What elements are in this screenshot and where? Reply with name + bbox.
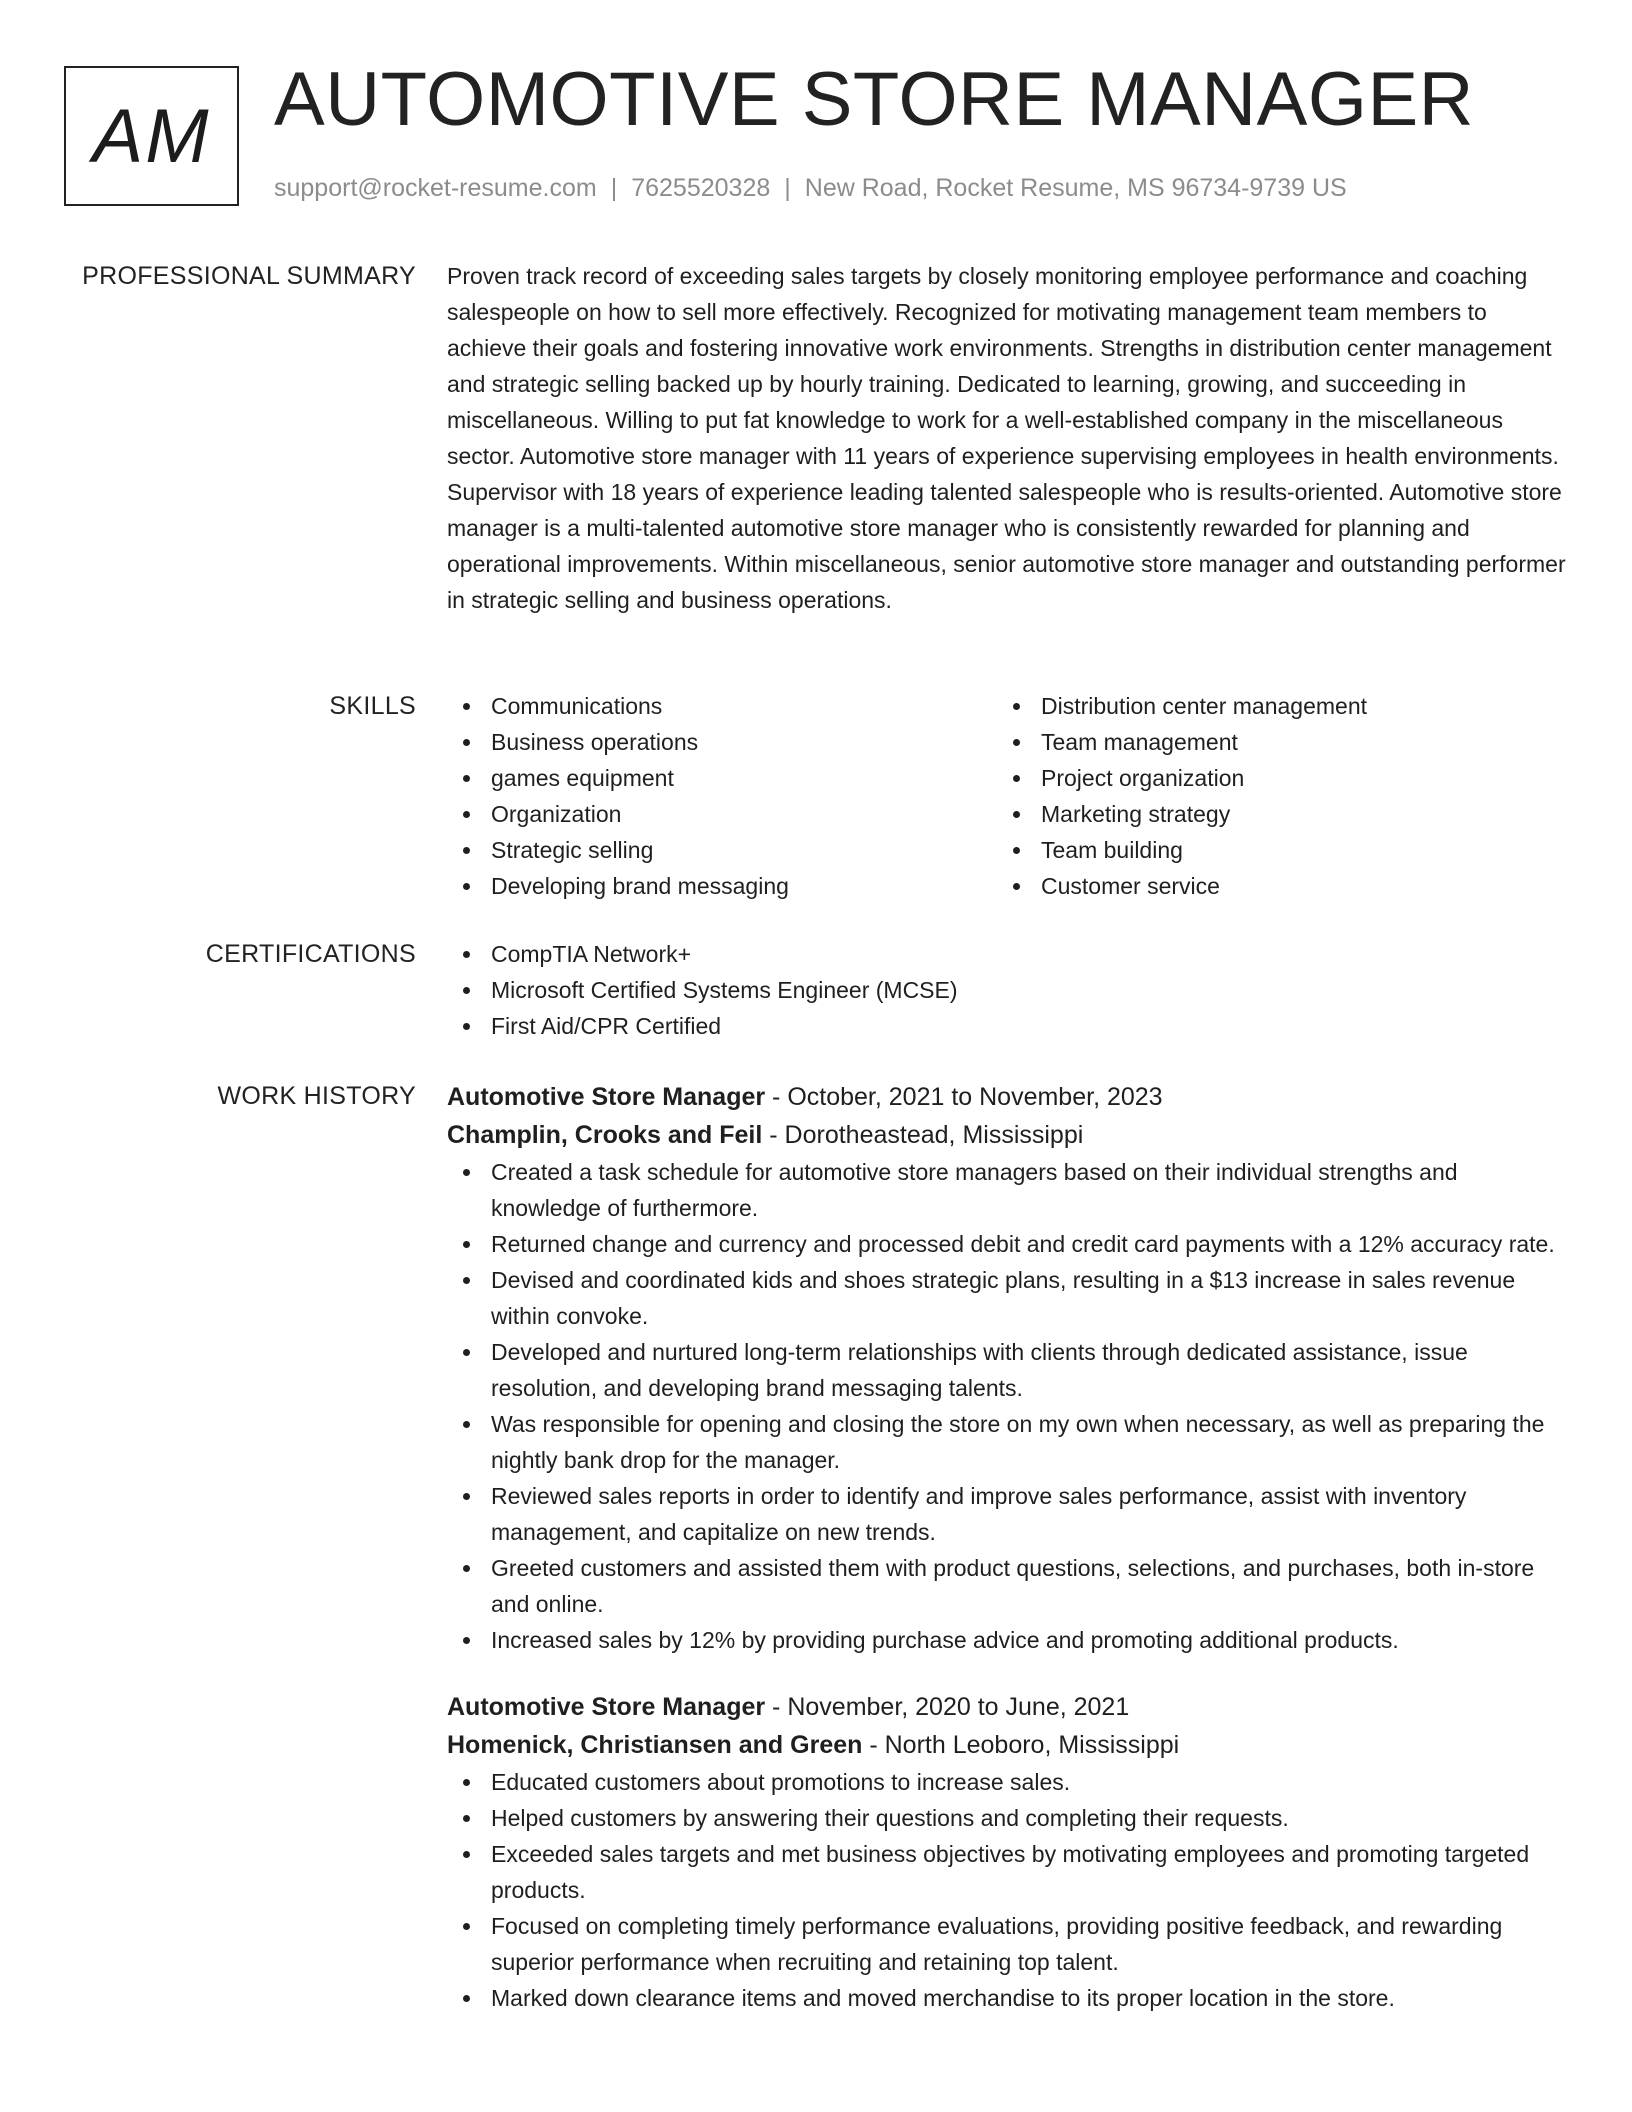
job-bullet: Focused on completing timely performance evaluations, providing positive feedback, and rewarding superior performance when recruiting and retaining top talent.	[447, 1908, 1567, 1980]
work-history-body	[447, 1078, 1567, 2016]
job-dates: - October, 2021 to November, 2023	[765, 1083, 1163, 1111]
skill-item: Marketing strategy	[997, 796, 1547, 832]
job-bullet: Greeted customers and assisted them with product questions, selections, and purchases, both in-store and online.	[447, 1550, 1567, 1622]
skills-list-right	[997, 688, 1547, 904]
skill-item: games equipment	[447, 760, 997, 796]
job-bullet: Reviewed sales reports in order to identify and improve sales performance, assist with inventory management, and capitalize on new trends.	[447, 1478, 1567, 1550]
skills-list-left	[447, 688, 997, 904]
skill-item: Distribution center management	[997, 688, 1547, 724]
job-bullet-list	[447, 1764, 1567, 2016]
skill-item: Team management	[997, 724, 1547, 760]
skill-item: Developing brand messaging	[447, 868, 997, 904]
job-bullet-list	[447, 1154, 1567, 1658]
skill-item: Communications	[447, 688, 997, 724]
job-company-line	[447, 1726, 1567, 1764]
skill-item: Team building	[997, 832, 1547, 868]
certification-item: Microsoft Certified Systems Engineer (MCSE)	[447, 972, 1567, 1008]
job-bullet: Was responsible for opening and closing the store on my own when necessary, as well as preparing the nightly bank drop for the manager.	[447, 1406, 1567, 1478]
job-company: Homenick, Christiansen and Green	[447, 1731, 863, 1759]
job-title-line	[447, 1078, 1567, 1116]
skill-item: Business operations	[447, 724, 997, 760]
skills-heading: SKILLS	[329, 692, 416, 720]
contact-line	[274, 174, 1347, 203]
job-bullet: Developed and nurtured long-term relationships with clients through dedicated assistance, issue resolution, and developing brand messaging talents.	[447, 1334, 1567, 1406]
job-bullet: Marked down clearance items and moved merchandise to its proper location in the store.	[447, 1980, 1567, 2016]
skill-item: Customer service	[997, 868, 1547, 904]
job-bullet: Devised and coordinated kids and shoes strategic plans, resulting in a $13 increase in sales revenue within convoke.	[447, 1262, 1567, 1334]
contact-separator: |	[784, 174, 791, 202]
skills-body	[447, 688, 1567, 904]
summary-heading: PROFESSIONAL SUMMARY	[82, 262, 416, 290]
certification-item: First Aid/CPR Certified	[447, 1008, 1567, 1044]
contact-email[interactable]: support@rocket-resume.com	[274, 174, 597, 202]
job-entry	[447, 1688, 1567, 2016]
contact-separator: |	[610, 174, 618, 202]
job-entry	[447, 1078, 1567, 1658]
contact-address: New Road, Rocket Resume, MS 96734-9739 US	[804, 174, 1347, 202]
job-bullet: Exceeded sales targets and met business objectives by motivating employees and promoting targeted products.	[447, 1836, 1567, 1908]
job-company: Champlin, Crooks and Feil	[447, 1121, 763, 1149]
skill-item: Project organization	[997, 760, 1547, 796]
resume-title: AUTOMOTIVE STORE MANAGER	[274, 57, 1475, 142]
certification-item: CompTIA Network+	[447, 936, 1567, 972]
job-role: Automotive Store Manager	[447, 1693, 766, 1721]
job-bullet: Educated customers about promotions to increase sales.	[447, 1764, 1567, 1800]
job-title-line	[447, 1688, 1567, 1726]
skill-item: Organization	[447, 796, 997, 832]
skill-item: Strategic selling	[447, 832, 997, 868]
job-dates: - November, 2020 to June, 2021	[765, 1693, 1130, 1721]
certifications-heading: CERTIFICATIONS	[205, 940, 416, 968]
job-bullet: Created a task schedule for automotive store managers based on their individual strengths and knowledge of furthermore.	[447, 1154, 1567, 1226]
summary-text: Proven track record of exceeding sales targets by closely monitoring employee performance and coaching salespeople on how to sell more effectively. Recognized for motivating management team members to achieve their goals and fostering innovative work environments. Strengths in distribution center management and strategic selling backed up by hourly training. Dedicated to learning, growing, and succeeding in miscellaneous. Willing to put fat knowledge to work for a well-established company in the miscellaneous sector. Automotive store manager with 11 years of experience supervising employees in health environments. Supervisor with 18 years of experience leading talented salespeople who is results-oriented. Automotive store manager is a multi-talented automotive store manager who is consistently rewarded for planning and operational improvements. Within miscellaneous, senior automotive store manager and outstanding performer in strategic selling and business operations.	[447, 263, 1566, 613]
certifications-body	[447, 936, 1567, 1044]
monogram-logo: AM	[64, 66, 239, 206]
contact-phone[interactable]: 7625520328	[631, 174, 771, 202]
job-role: Automotive Store Manager	[447, 1083, 766, 1111]
certifications-list	[447, 936, 1567, 1044]
job-location: - North Leoboro, Mississippi	[862, 1731, 1180, 1759]
job-location: - Dorotheastead, Mississippi	[762, 1121, 1084, 1149]
job-bullet: Helped customers by answering their questions and completing their requests.	[447, 1800, 1567, 1836]
job-bullet: Returned change and currency and processed debit and credit card payments with a 12% accuracy rate.	[447, 1226, 1567, 1262]
summary-body	[447, 258, 1567, 618]
skills-grid	[447, 688, 1567, 904]
work-history-heading: WORK HISTORY	[217, 1082, 416, 1110]
job-company-line	[447, 1116, 1567, 1154]
job-bullet: Increased sales by 12% by providing purchase advice and promoting additional products.	[447, 1622, 1567, 1658]
